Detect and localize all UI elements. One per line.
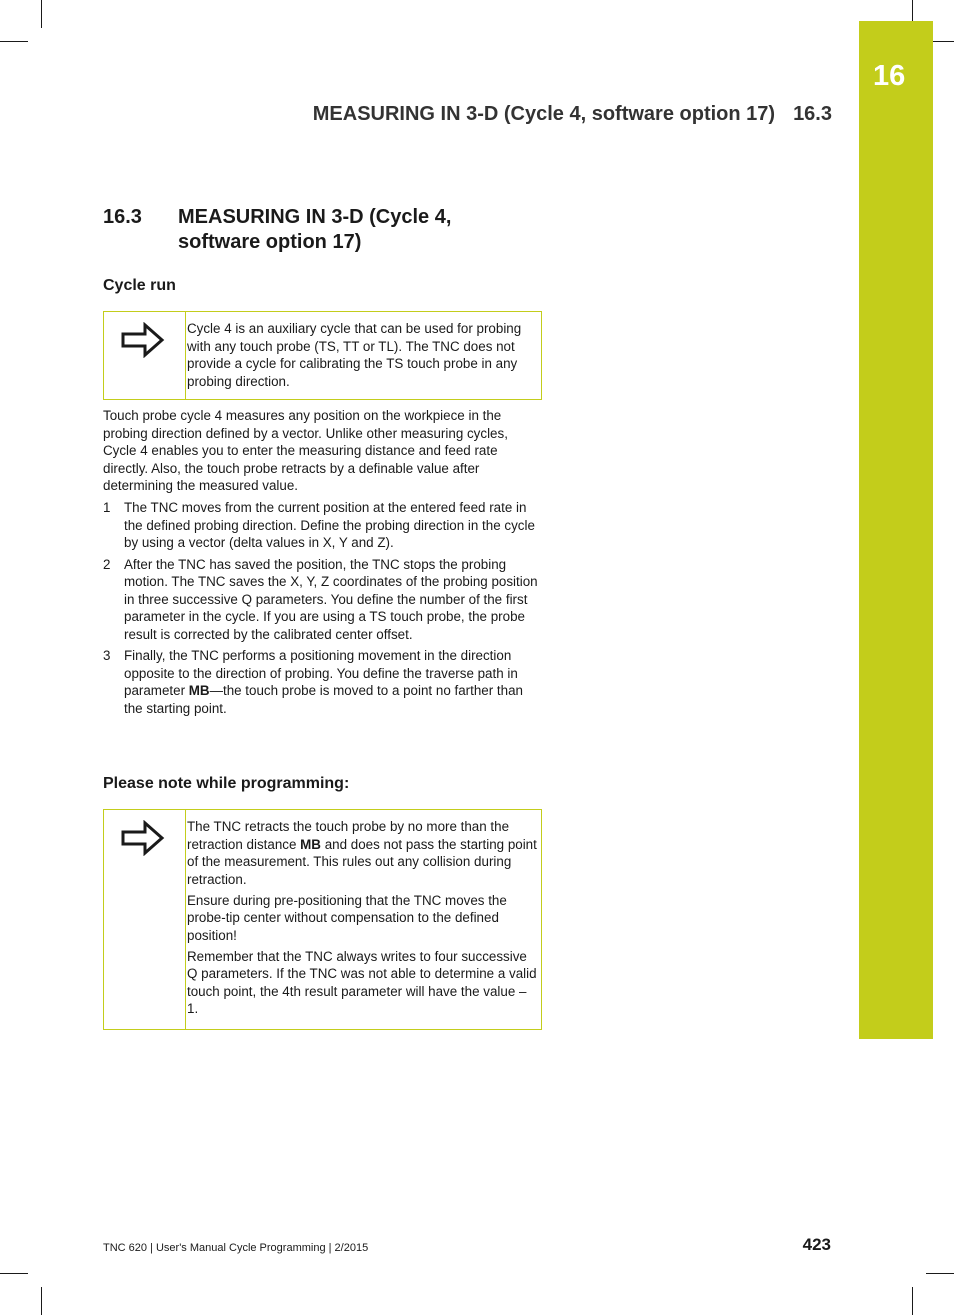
programming-notes-heading: Please note while programming: xyxy=(103,775,350,792)
crop-mark xyxy=(926,1273,954,1274)
crop-mark xyxy=(41,1287,42,1315)
note-divider xyxy=(185,312,186,399)
list-item xyxy=(103,647,543,717)
running-head xyxy=(313,103,832,126)
crop-mark xyxy=(0,41,28,42)
step-text: After the TNC has saved the position, the TNC stops the probing motion. The TNC saves the X, Y, Z coordinates of the probing position in three successive Q parameters. You define the number of the first parameter in the cycle. If you are using a TS touch probe, the probe result is corrected by the calibrated center offset. xyxy=(124,556,538,642)
hollow-right-arrow-icon xyxy=(121,322,165,358)
footer-text: TNC 620 | User's Manual Cycle Programming | 2/2015 xyxy=(103,1242,369,1254)
note-text xyxy=(187,818,537,1021)
crop-mark xyxy=(0,1273,28,1274)
step-text-after: —the touch probe is moved to a point no farther than the starting point. xyxy=(124,683,523,716)
chapter-tab xyxy=(859,21,933,1039)
step-number: 2 xyxy=(103,556,111,572)
chapter-number: 16 xyxy=(873,60,906,92)
crop-mark xyxy=(912,1287,913,1315)
step-text: The TNC moves from the current position at the entered feed rate in the defined probing direction. Define the probing direction in the cycle by using a vector (delta values in X, Y and Z). xyxy=(124,500,535,550)
note-text-before: The TNC retracts the touch probe by no more than the retraction distance xyxy=(187,819,510,852)
note-text xyxy=(187,320,537,394)
crop-mark xyxy=(41,0,42,28)
list-item xyxy=(103,556,543,644)
list-item xyxy=(103,499,543,552)
note-paragraph: Ensure during pre-positioning that the TNC moves the probe-tip center without compensation to the defined position! xyxy=(187,892,507,943)
step-text xyxy=(124,648,523,716)
cycle-run-heading: Cycle run xyxy=(103,277,176,294)
note-box-programming xyxy=(103,809,542,1030)
note-text-after: and does not pass the starting point of the measurement. This rules out any collision during retraction. xyxy=(187,836,537,887)
step-number: 3 xyxy=(103,648,111,663)
running-head-title: MEASURING IN 3-D (Cycle 4, software option 17) xyxy=(312,103,776,125)
step-text-before: Finally, the TNC performs a positioning movement in the direction opposite to the direction of probing. You define the traverse path in parameter xyxy=(124,648,518,698)
step-number: 1 xyxy=(103,500,111,515)
intro-paragraph: Touch probe cycle 4 measures any position on the workpiece in the probing direction defined by a vector. Unlike other measuring cycles, Cycle 4 enables you to enter the measuring distance and feed rate directly. Also, the touch probe retracts by a definable value after determining the measured value. xyxy=(103,408,508,493)
keyword-mb: MB xyxy=(188,683,210,698)
cycle-steps-list xyxy=(103,499,543,721)
section-title-text: MEASURING IN 3-D (Cycle 4, software option 17) xyxy=(178,206,452,253)
running-head-section: 16.3 xyxy=(793,103,832,125)
hollow-right-arrow-icon xyxy=(121,820,165,856)
section-number: 16.3 xyxy=(103,206,142,228)
keyword-mb: MB xyxy=(300,836,321,852)
note-paragraph: Cycle 4 is an auxiliary cycle that can be used for probing with any touch probe (TS, TT or TL). The TNC does not provide a cycle for calibrating the TS touch probe in any probing direction. xyxy=(187,321,522,389)
note-divider xyxy=(185,810,186,1029)
note-box-cycle-run xyxy=(103,311,542,400)
page-number: 423 xyxy=(802,1235,831,1254)
note-paragraph xyxy=(187,818,537,888)
note-paragraph: Remember that the TNC always writes to four successive Q parameters. If the TNC was not able to determine a valid touch point, the 4th result parameter will have the value –1. xyxy=(187,948,537,1016)
